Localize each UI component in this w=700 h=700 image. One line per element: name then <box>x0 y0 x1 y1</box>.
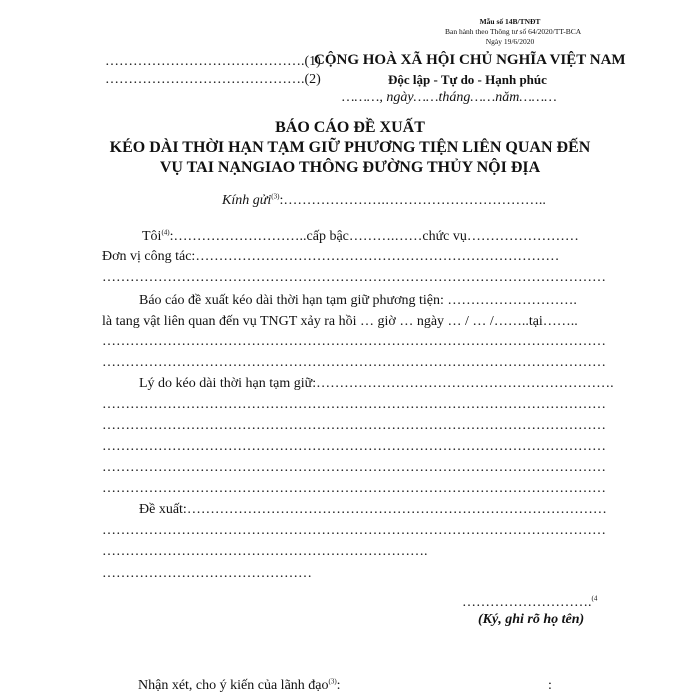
report-title: BÁO CÁO ĐỀ XUẤT <box>275 119 425 136</box>
leader-comment-line <box>138 678 341 694</box>
proposal-line-1[interactable]: Đề xuất:……………………………………………………………………………… <box>139 502 607 517</box>
country-name: CỘNG HOÀ XÃ HỘI CHỦ NGHĨA VIỆT NAM <box>314 52 626 68</box>
reason-line-1[interactable]: Lý do kéo dài thời hạn tạm giữ:………………………………………………………. <box>139 376 614 391</box>
leader-trailing-colon: : <box>548 678 552 693</box>
leader-colon: : <box>336 678 341 693</box>
signature-line <box>462 595 597 611</box>
leader-sup: (3) <box>328 677 337 686</box>
report-line-4[interactable]: ……………………………………………………………………………………………… <box>102 355 606 370</box>
proposal-line-4[interactable]: ……………………………………… <box>102 566 312 581</box>
reason-line[interactable]: ……………………………………………………………………………………………… <box>102 397 606 412</box>
toi-sup: (4) <box>161 228 170 237</box>
proposal-line-2[interactable]: ……………………………………………………………………………………………… <box>102 523 606 538</box>
leader-comment-label: Nhận xét, cho ý kiến của lãnh đạo <box>138 678 329 693</box>
recipient-sup: (3) <box>271 192 280 201</box>
toi-label: Tôi <box>142 229 162 244</box>
agency-line-2: …………………………………….(2) <box>105 72 321 87</box>
reason-line[interactable]: ……………………………………………………………………………………………… <box>102 439 606 454</box>
form-issued-by: Ban hành theo Thông tư số 64/2020/TT-BCA <box>445 27 582 36</box>
unit-line-2[interactable]: ……………………………………………………………………………………………… <box>102 270 606 285</box>
signature-field[interactable]: ………………………. <box>462 595 592 610</box>
reason-line[interactable]: ……………………………………………………………………………………………… <box>102 460 606 475</box>
signature-note: (Ký, ghi rõ họ tên) <box>478 612 585 627</box>
place-date-line: ………, ngày……tháng……năm……… <box>342 90 557 105</box>
signature-sup: (4 <box>591 594 598 603</box>
report-line-1[interactable]: Báo cáo đề xuất kéo dài thời hạn tạm giữ phương tiện: ………………………. <box>139 293 577 308</box>
recipient-label: Kính gửi <box>222 193 272 208</box>
report-subtitle-2: VỤ TAI NẠNGIAO THÔNG ĐƯỜNG THỦY NỘI ĐỊA <box>159 159 541 176</box>
report-line-3[interactable]: ……………………………………………………………………………………………… <box>102 334 606 349</box>
recipient-line <box>222 193 546 209</box>
reason-line[interactable]: ……………………………………………………………………………………………… <box>102 481 606 496</box>
form-date: Ngày 19/6/2020 <box>485 37 535 46</box>
proposal-line-3[interactable]: ……………………………………………………………. <box>102 544 428 559</box>
officer-line <box>142 229 579 245</box>
report-subtitle-1: KÉO DÀI THỜI HẠN TẠM GIỮ PHƯƠNG TIỆN LIÊN QUAN ĐẾN <box>109 139 591 156</box>
agency-line-1: …………………………………….(1) <box>105 54 321 69</box>
form-meta <box>445 17 582 47</box>
form-code: Mẫu số 14B/TNĐT <box>479 17 541 26</box>
officer-field[interactable]: :………………………..cấp bậc……….……chức vụ…………………… <box>169 229 579 244</box>
reason-line[interactable]: ……………………………………………………………………………………………… <box>102 418 606 433</box>
report-line-2[interactable]: là tang vật liên quan đến vụ TNGT xảy ra hồi … giờ … ngày … / … /……..tại…….. <box>102 314 578 329</box>
motto: Độc lập - Tự do - Hạnh phúc <box>388 72 547 87</box>
unit-line[interactable]: Đơn vị công tác:…………………………………………………………………… <box>102 249 560 264</box>
recipient-field[interactable]: :………………….…………………………….. <box>279 193 546 208</box>
